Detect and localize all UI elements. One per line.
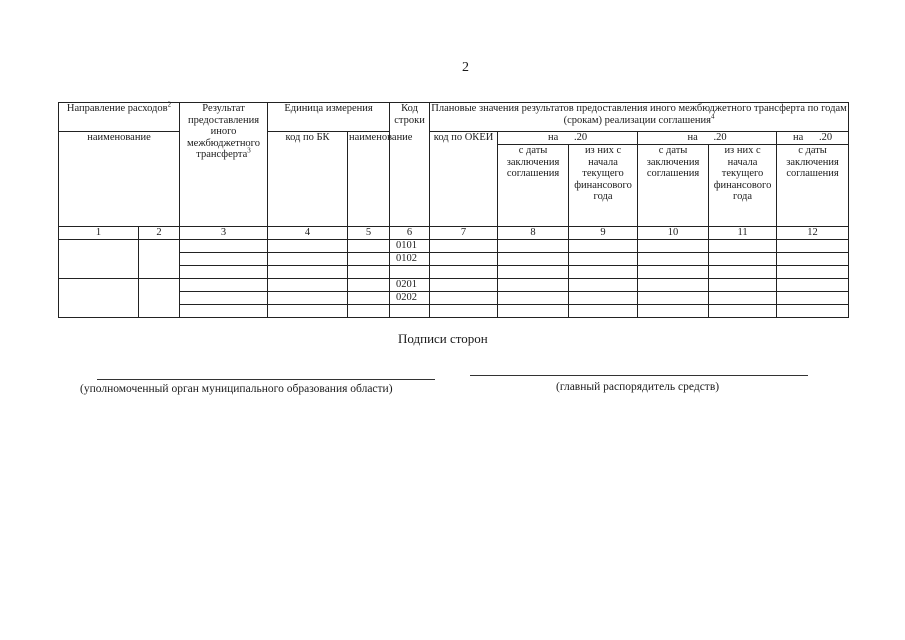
header-from-date-1: с даты заключения соглашения <box>498 145 569 227</box>
page-number: 2 <box>462 60 469 75</box>
header-since-year-1: из них с начала текущего финансового года <box>569 145 638 227</box>
cell <box>430 304 498 317</box>
header-period-3: на .20 <box>777 132 849 145</box>
signature-line-left <box>97 379 435 380</box>
cell <box>777 265 849 278</box>
col-num: 1 <box>59 226 139 239</box>
cell <box>430 265 498 278</box>
cell <box>638 304 709 317</box>
cell <box>638 291 709 304</box>
cell <box>638 239 709 252</box>
cell <box>498 252 569 265</box>
cell <box>180 239 268 252</box>
header-result: Результат предоставления иного межбюджетного трансферта$^3$ <box>180 103 268 227</box>
cell <box>709 278 777 291</box>
col-num: 5 <box>348 226 390 239</box>
header-direction-name: наименование <box>59 132 180 227</box>
row-code: 0102 <box>390 252 430 265</box>
col-num: 4 <box>268 226 348 239</box>
row-code: 0101 <box>390 239 430 252</box>
header-period-2: на .20 <box>638 132 777 145</box>
cell <box>709 252 777 265</box>
results-table <box>58 102 849 318</box>
cell <box>268 291 348 304</box>
cell <box>348 252 390 265</box>
cell <box>180 252 268 265</box>
column-numbers-row <box>59 226 849 239</box>
header-period-1: на .20 <box>498 132 638 145</box>
cell <box>430 252 498 265</box>
cell <box>709 291 777 304</box>
header-planned-values: Плановые значения результатов предоставления иного межбюджетного трансферта по годам (срокам) реализации соглашения$^4$ <box>430 103 849 132</box>
cell <box>498 278 569 291</box>
row-code: 0202 <box>390 291 430 304</box>
cell <box>498 239 569 252</box>
cell <box>777 252 849 265</box>
cell <box>180 291 268 304</box>
cell <box>180 265 268 278</box>
row-code: 0201 <box>390 278 430 291</box>
header-unit: Единица измерения <box>268 103 390 132</box>
header-bk-code: код по БК <box>268 132 348 227</box>
cell <box>498 304 569 317</box>
cell <box>180 278 268 291</box>
cell <box>569 265 638 278</box>
col-num: 8 <box>498 226 569 239</box>
cell <box>348 278 390 291</box>
cell <box>709 265 777 278</box>
header-row-code: Код строки <box>390 103 430 227</box>
col-num: 3 <box>180 226 268 239</box>
col-num: 2 <box>139 226 180 239</box>
row-code <box>390 265 430 278</box>
signatures-title: Подписи сторон <box>398 331 488 346</box>
header-direction: Направление расходов$^2$ <box>59 103 180 132</box>
signature-caption-left: (уполномоченный орган муниципального образования области) <box>80 383 393 395</box>
cell <box>777 291 849 304</box>
header-from-date-2: с даты заключения соглашения <box>638 145 709 227</box>
table-row <box>59 278 849 291</box>
cell-bk-code <box>139 278 180 317</box>
cell-direction-name <box>59 239 139 278</box>
cell-bk-code <box>139 239 180 278</box>
header-since-year-2: из них с начала текущего финансового года <box>709 145 777 227</box>
table-row <box>59 239 849 252</box>
header-from-date-3: с даты заключения соглашения <box>777 145 849 227</box>
cell <box>569 304 638 317</box>
cell <box>430 291 498 304</box>
cell <box>180 304 268 317</box>
cell <box>569 252 638 265</box>
row-code <box>390 304 430 317</box>
signature-caption-right: (главный распорядитель средств) <box>556 381 720 393</box>
header-unit-name: наименование <box>348 132 390 227</box>
cell <box>498 265 569 278</box>
cell <box>430 278 498 291</box>
cell <box>348 304 390 317</box>
cell <box>498 291 569 304</box>
cell <box>268 239 348 252</box>
cell <box>268 265 348 278</box>
cell <box>569 291 638 304</box>
col-num: 6 <box>390 226 430 239</box>
col-num: 12 <box>777 226 849 239</box>
cell <box>709 304 777 317</box>
cell <box>268 252 348 265</box>
col-num: 11 <box>709 226 777 239</box>
cell <box>348 291 390 304</box>
cell <box>777 304 849 317</box>
cell <box>430 239 498 252</box>
cell <box>348 265 390 278</box>
col-num: 9 <box>569 226 638 239</box>
cell <box>777 239 849 252</box>
cell <box>638 252 709 265</box>
cell <box>348 239 390 252</box>
cell <box>709 239 777 252</box>
col-num: 10 <box>638 226 709 239</box>
cell-direction-name <box>59 278 139 317</box>
header-okei-code: код по ОКЕИ <box>430 132 498 227</box>
cell <box>268 278 348 291</box>
cell <box>268 304 348 317</box>
cell <box>638 278 709 291</box>
cell <box>569 239 638 252</box>
cell <box>777 278 849 291</box>
signature-line-right <box>470 375 808 376</box>
cell <box>569 278 638 291</box>
col-num: 7 <box>430 226 498 239</box>
cell <box>638 265 709 278</box>
